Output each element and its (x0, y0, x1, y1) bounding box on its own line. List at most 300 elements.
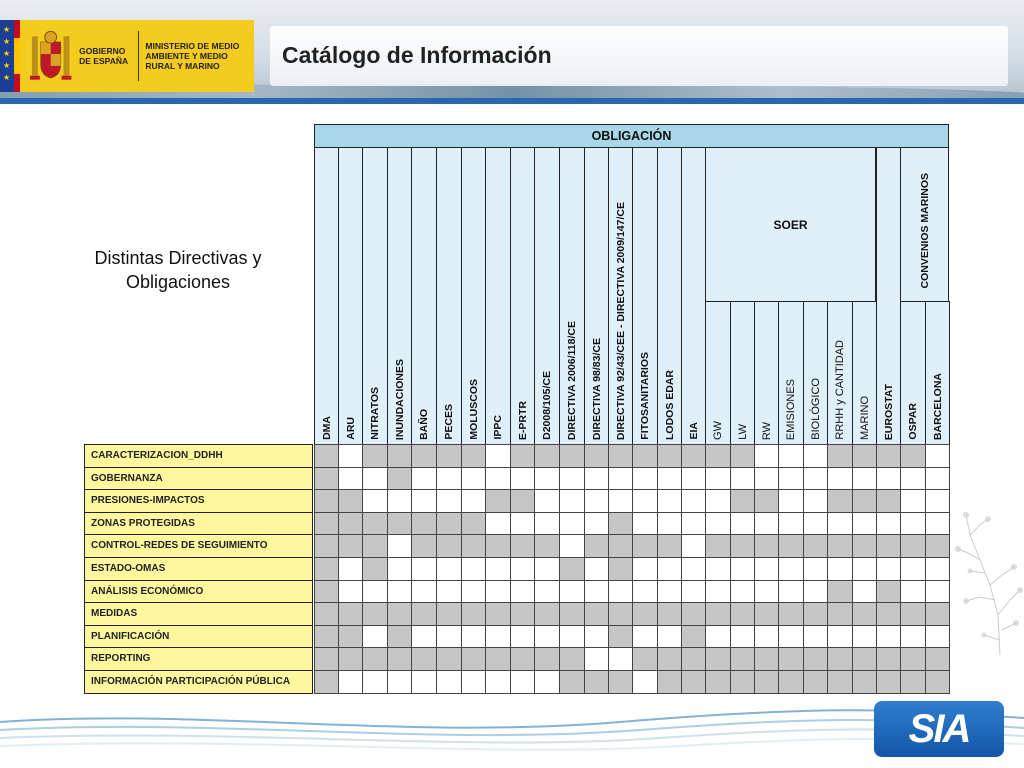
header-banner (0, 0, 1024, 104)
column-header-20 (803, 301, 828, 445)
matrix-cell (608, 647, 633, 671)
soer-group-header: SOER (705, 147, 876, 302)
column-header-label: PECES (443, 404, 455, 440)
matrix-cell (608, 580, 633, 603)
matrix-cell (584, 557, 609, 581)
matrix-cell (485, 670, 511, 694)
matrix-cell (338, 489, 363, 513)
logo-separator (138, 31, 139, 81)
footer-waves (0, 700, 1024, 768)
matrix-cell (485, 512, 511, 535)
ministerio-text: MINISTERIO DE MEDIO AMBIENTE Y MEDIO RURAL Y MARINO (145, 41, 240, 71)
matrix-cell (314, 444, 339, 468)
matrix-cell (338, 670, 363, 694)
obligacion-header: OBLIGACIÓN (314, 124, 949, 148)
matrix-cell (657, 670, 682, 694)
matrix-cell (900, 602, 926, 626)
matrix-cell (681, 534, 706, 558)
matrix-cell (314, 580, 339, 603)
matrix-cell (608, 534, 633, 558)
column-header-label: BARCELONA (931, 372, 944, 440)
matrix-cell (411, 467, 437, 490)
matrix-cell (754, 625, 779, 648)
matrix-cell (338, 602, 363, 626)
matrix-cell (510, 534, 535, 558)
matrix-cell (852, 602, 877, 626)
matrix-cell (387, 489, 412, 513)
column-header-16 (705, 301, 731, 445)
matrix-cell (436, 602, 462, 626)
matrix-cell (461, 444, 486, 468)
title-box (270, 26, 1008, 86)
column-header-label: EIA (687, 422, 700, 440)
matrix-cell (827, 512, 853, 535)
matrix-cell (411, 489, 437, 513)
matrix-cell (387, 670, 412, 694)
matrix-cell (534, 602, 560, 626)
matrix-cell (510, 467, 535, 490)
matrix-cell (681, 670, 706, 694)
column-header-5 (436, 147, 462, 445)
matrix-cell (411, 534, 437, 558)
column-header-label: DIRECTIVA 92/43/CEE - DIRECTIVA 2009/147/CE (614, 201, 627, 440)
matrix-cell (803, 580, 828, 603)
matrix-cell (803, 625, 828, 648)
matrix-cell (778, 647, 804, 671)
matrix-cell (485, 467, 511, 490)
matrix-cell (827, 580, 853, 603)
matrix-cell (387, 557, 412, 581)
matrix-cell (730, 625, 755, 648)
matrix-cell (461, 580, 486, 603)
matrix-cell (681, 625, 706, 648)
matrix-cell (900, 444, 926, 468)
matrix-cell (730, 670, 755, 694)
matrix-cell (584, 444, 609, 468)
matrix-cell (411, 512, 437, 535)
matrix-cell (387, 534, 412, 558)
matrix-cell (754, 557, 779, 581)
matrix-cell (657, 467, 682, 490)
matrix-cell (632, 512, 658, 535)
matrix-cell (827, 670, 853, 694)
matrix-cell (461, 467, 486, 490)
column-header-11 (584, 147, 609, 445)
column-header-4 (411, 147, 437, 445)
matrix-cell (754, 670, 779, 694)
matrix-cell (876, 602, 901, 626)
column-header-label: DIRECTIVA 2006/118/CE (566, 320, 578, 440)
matrix-cell (510, 512, 535, 535)
matrix-cell (852, 444, 877, 468)
gobierno-text: GOBIERNO DE ESPAÑA (79, 46, 129, 66)
matrix-cell (510, 580, 535, 603)
column-header-label: E-PRTR (516, 400, 529, 440)
row-label: PLANIFICACIÓN (84, 625, 313, 648)
matrix-cell (876, 647, 901, 671)
column-header-9 (534, 147, 560, 445)
matrix-cell (436, 647, 462, 671)
column-header-14 (657, 147, 682, 445)
matrix-cell (852, 625, 877, 648)
matrix-cell (559, 625, 585, 648)
matrix-cell (510, 625, 535, 648)
matrix-cell (485, 602, 511, 626)
eu-flag-icon: ★ ★ ★ ★ ★ (0, 20, 14, 92)
matrix-cell (705, 602, 731, 626)
matrix-cell (657, 625, 682, 648)
matrix-cell (411, 670, 437, 694)
matrix-cell (338, 625, 363, 648)
matrix-cell (559, 444, 585, 468)
matrix-cell (803, 534, 828, 558)
matrix-cell (803, 467, 828, 490)
column-header-17 (730, 301, 755, 445)
matrix-cell (608, 557, 633, 581)
matrix-cell (827, 489, 853, 513)
matrix-cell (632, 580, 658, 603)
matrix-cell (852, 467, 877, 490)
column-header-3 (387, 147, 412, 445)
matrix-cell (608, 512, 633, 535)
matrix-cell (876, 467, 901, 490)
matrix-cell (852, 534, 877, 558)
matrix-cell (876, 489, 901, 513)
matrix-cell (778, 602, 804, 626)
column-header-label: INUNDACIONES (393, 358, 406, 440)
matrix-cell (827, 625, 853, 648)
matrix-cell (584, 647, 609, 671)
matrix-cell (925, 670, 950, 694)
matrix-cell (314, 670, 339, 694)
matrix-cell (705, 670, 731, 694)
matrix-cell (338, 444, 363, 468)
matrix-cell (803, 489, 828, 513)
matrix-cell (632, 534, 658, 558)
column-header-25 (925, 301, 950, 445)
matrix-cell (657, 534, 682, 558)
matrix-cell (461, 670, 486, 694)
matrix-cell (900, 512, 926, 535)
matrix-cell (534, 580, 560, 603)
matrix-cell (705, 625, 731, 648)
row-label: ANÁLISIS ECONÓMICO (84, 580, 313, 603)
matrix-cell (461, 512, 486, 535)
column-header-2 (362, 147, 388, 445)
matrix-cell (411, 625, 437, 648)
matrix-cell (534, 534, 560, 558)
matrix-cell (852, 489, 877, 513)
matrix-cell (876, 625, 901, 648)
matrix-cell (559, 670, 585, 694)
matrix-cell (461, 557, 486, 581)
matrix-cell (314, 489, 339, 513)
matrix-cell (534, 625, 560, 648)
matrix-cell (510, 602, 535, 626)
matrix-cell (362, 489, 388, 513)
matrix-cell (559, 534, 585, 558)
tree-decoration-icon (940, 505, 1024, 655)
row-label: ESTADO-OMAS (84, 557, 313, 581)
matrix-cell (608, 602, 633, 626)
matrix-cell (559, 489, 585, 513)
matrix-cell (852, 580, 877, 603)
column-header-label: GW (712, 421, 724, 440)
matrix-cell (730, 647, 755, 671)
matrix-cell (362, 647, 388, 671)
matrix-cell (705, 557, 731, 581)
matrix-cell (730, 467, 755, 490)
matrix-cell (900, 489, 926, 513)
column-header-label: DMA (320, 416, 333, 440)
matrix-cell (362, 467, 388, 490)
column-header-label: RRHH y CANTIDAD (834, 340, 846, 440)
matrix-cell (510, 444, 535, 468)
matrix-cell (411, 647, 437, 671)
matrix-cell (730, 444, 755, 468)
matrix-cell (362, 512, 388, 535)
matrix-cell (900, 647, 926, 671)
matrix-cell (559, 647, 585, 671)
matrix-cell (632, 557, 658, 581)
matrix-cell (754, 444, 779, 468)
matrix-cell (608, 670, 633, 694)
matrix-cell (387, 444, 412, 468)
matrix-cell (900, 670, 926, 694)
matrix-cell (461, 489, 486, 513)
matrix-cell (730, 557, 755, 581)
matrix-cell (510, 557, 535, 581)
matrix-cell (754, 534, 779, 558)
matrix-cell (657, 602, 682, 626)
matrix-cell (876, 444, 901, 468)
column-header-10 (559, 147, 585, 445)
matrix-cell (657, 557, 682, 581)
matrix-cell (608, 444, 633, 468)
matrix-cell (584, 467, 609, 490)
matrix-cell (584, 625, 609, 648)
matrix-cell (803, 647, 828, 671)
matrix-cell (436, 625, 462, 648)
matrix-cell (559, 512, 585, 535)
matrix-cell (900, 467, 926, 490)
column-header-label: LW (736, 424, 749, 440)
matrix-cell (705, 647, 731, 671)
matrix-cell (314, 534, 339, 558)
row-label: CONTROL-REDES DE SEGUIMIENTO (84, 534, 313, 558)
matrix-cell (338, 557, 363, 581)
matrix-cell (362, 670, 388, 694)
matrix-cell (827, 444, 853, 468)
column-header-8 (510, 147, 535, 445)
matrix-cell (852, 647, 877, 671)
matrix-cell (485, 534, 511, 558)
matrix-cell (803, 670, 828, 694)
matrix-cell (925, 444, 950, 468)
matrix-cell (632, 602, 658, 626)
matrix-cell (510, 647, 535, 671)
matrix-cell (485, 557, 511, 581)
matrix-cell (584, 580, 609, 603)
matrix-cell (387, 602, 412, 626)
matrix-cell (681, 580, 706, 603)
matrix-cell (657, 489, 682, 513)
matrix-cell (852, 512, 877, 535)
matrix-cell (436, 580, 462, 603)
matrix-cell (314, 557, 339, 581)
column-header-18 (754, 301, 779, 445)
matrix-cell (876, 534, 901, 558)
matrix-cell (485, 625, 511, 648)
header-accent-bar (0, 98, 1024, 104)
matrix-cell (584, 489, 609, 513)
column-header-label: NITRATOS (369, 387, 381, 440)
column-header-label: DIRECTIVA 98/83/CE (590, 337, 603, 440)
matrix-cell (778, 467, 804, 490)
matrix-cell (681, 602, 706, 626)
column-header-19 (778, 301, 804, 445)
matrix-cell (827, 647, 853, 671)
matrix-cell (534, 489, 560, 513)
government-logo (0, 20, 254, 92)
matrix-cell (803, 602, 828, 626)
matrix-cell (436, 557, 462, 581)
matrix-cell (681, 512, 706, 535)
matrix-cell (705, 489, 731, 513)
column-header-0 (314, 147, 339, 445)
matrix-cell (314, 602, 339, 626)
column-header-7 (485, 147, 511, 445)
matrix-cell (461, 647, 486, 671)
matrix-cell (534, 467, 560, 490)
matrix-cell (411, 602, 437, 626)
matrix-cell (338, 534, 363, 558)
matrix-cell (705, 580, 731, 603)
matrix-cell (362, 625, 388, 648)
matrix-cell (436, 534, 462, 558)
matrix-cell (632, 647, 658, 671)
column-header-24 (900, 301, 926, 445)
matrix-cell (754, 512, 779, 535)
matrix-cell (362, 534, 388, 558)
matrix-cell (632, 625, 658, 648)
matrix-cell (485, 489, 511, 513)
coat-of-arms-icon (28, 28, 73, 84)
matrix-cell (900, 534, 926, 558)
matrix-cell (730, 580, 755, 603)
column-header-22 (852, 301, 877, 445)
matrix-cell (608, 625, 633, 648)
matrix-cell (632, 670, 658, 694)
sia-logo (874, 701, 1004, 757)
matrix-cell (314, 625, 339, 648)
matrix-cell (485, 647, 511, 671)
matrix-cell (485, 580, 511, 603)
matrix-cell (534, 670, 560, 694)
matrix-cell (314, 467, 339, 490)
matrix-cell (559, 602, 585, 626)
matrix-cell (681, 467, 706, 490)
matrix-cell (778, 557, 804, 581)
matrix-cell (387, 625, 412, 648)
column-header-label: ARU (344, 417, 357, 440)
matrix-cell (608, 489, 633, 513)
matrix-cell (534, 557, 560, 581)
matrix-cell (900, 580, 926, 603)
matrix-cell (657, 444, 682, 468)
column-header-13 (632, 147, 658, 445)
column-header-label: IPPC (492, 415, 504, 440)
matrix-cell (632, 467, 658, 490)
matrix-cell (900, 557, 926, 581)
matrix-cell (803, 512, 828, 535)
matrix-cell (632, 489, 658, 513)
matrix-cell (876, 557, 901, 581)
matrix-cell (778, 512, 804, 535)
side-label: Distintas Directivas y Obligaciones (94, 248, 262, 292)
matrix-cell (754, 602, 779, 626)
matrix-cell (387, 580, 412, 603)
matrix-cell (681, 444, 706, 468)
matrix-cell (754, 580, 779, 603)
matrix-cell (314, 512, 339, 535)
row-label: MEDIDAS (84, 602, 313, 626)
matrix-cell (827, 557, 853, 581)
matrix-cell (338, 580, 363, 603)
matrix-cell (387, 512, 412, 535)
matrix-cell (411, 444, 437, 468)
matrix-cell (584, 602, 609, 626)
row-label: PRESIONES-IMPACTOS (84, 489, 313, 513)
row-label: GOBERNANZA (84, 467, 313, 490)
matrix-cell (827, 534, 853, 558)
matrix-cell (778, 489, 804, 513)
matrix-cell (314, 647, 339, 671)
column-header-label: MARINO (858, 396, 871, 440)
matrix-cell (411, 557, 437, 581)
matrix-cell (730, 512, 755, 535)
column-header-label: OSPAR (907, 403, 919, 440)
matrix-cell (436, 670, 462, 694)
matrix-cell (754, 647, 779, 671)
matrix-cell (730, 602, 755, 626)
matrix-cell (754, 467, 779, 490)
column-header-1 (338, 147, 363, 445)
matrix-cell (362, 602, 388, 626)
matrix-cell (411, 580, 437, 603)
matrix-cell (827, 467, 853, 490)
matrix-cell (852, 670, 877, 694)
matrix-cell (657, 580, 682, 603)
matrix-cell (876, 512, 901, 535)
matrix-cell (461, 602, 486, 626)
matrix-cell (681, 489, 706, 513)
matrix-cell (559, 467, 585, 490)
matrix-cell (730, 489, 755, 513)
column-header-6 (461, 147, 486, 445)
matrix-cell (705, 444, 731, 468)
sia-logo-text: SIA (908, 707, 970, 751)
row-label: INFORMACIÓN PARTICIPACIÓN PÚBLICA (84, 670, 313, 694)
column-header-23 (876, 147, 901, 445)
matrix-cell (584, 670, 609, 694)
row-label: REPORTING (84, 647, 313, 671)
matrix-cell (436, 467, 462, 490)
matrix-cell (778, 625, 804, 648)
page-title: Catálogo de Información (282, 42, 552, 68)
column-header-label: EUROSTAT (882, 383, 895, 440)
matrix-cell (461, 534, 486, 558)
